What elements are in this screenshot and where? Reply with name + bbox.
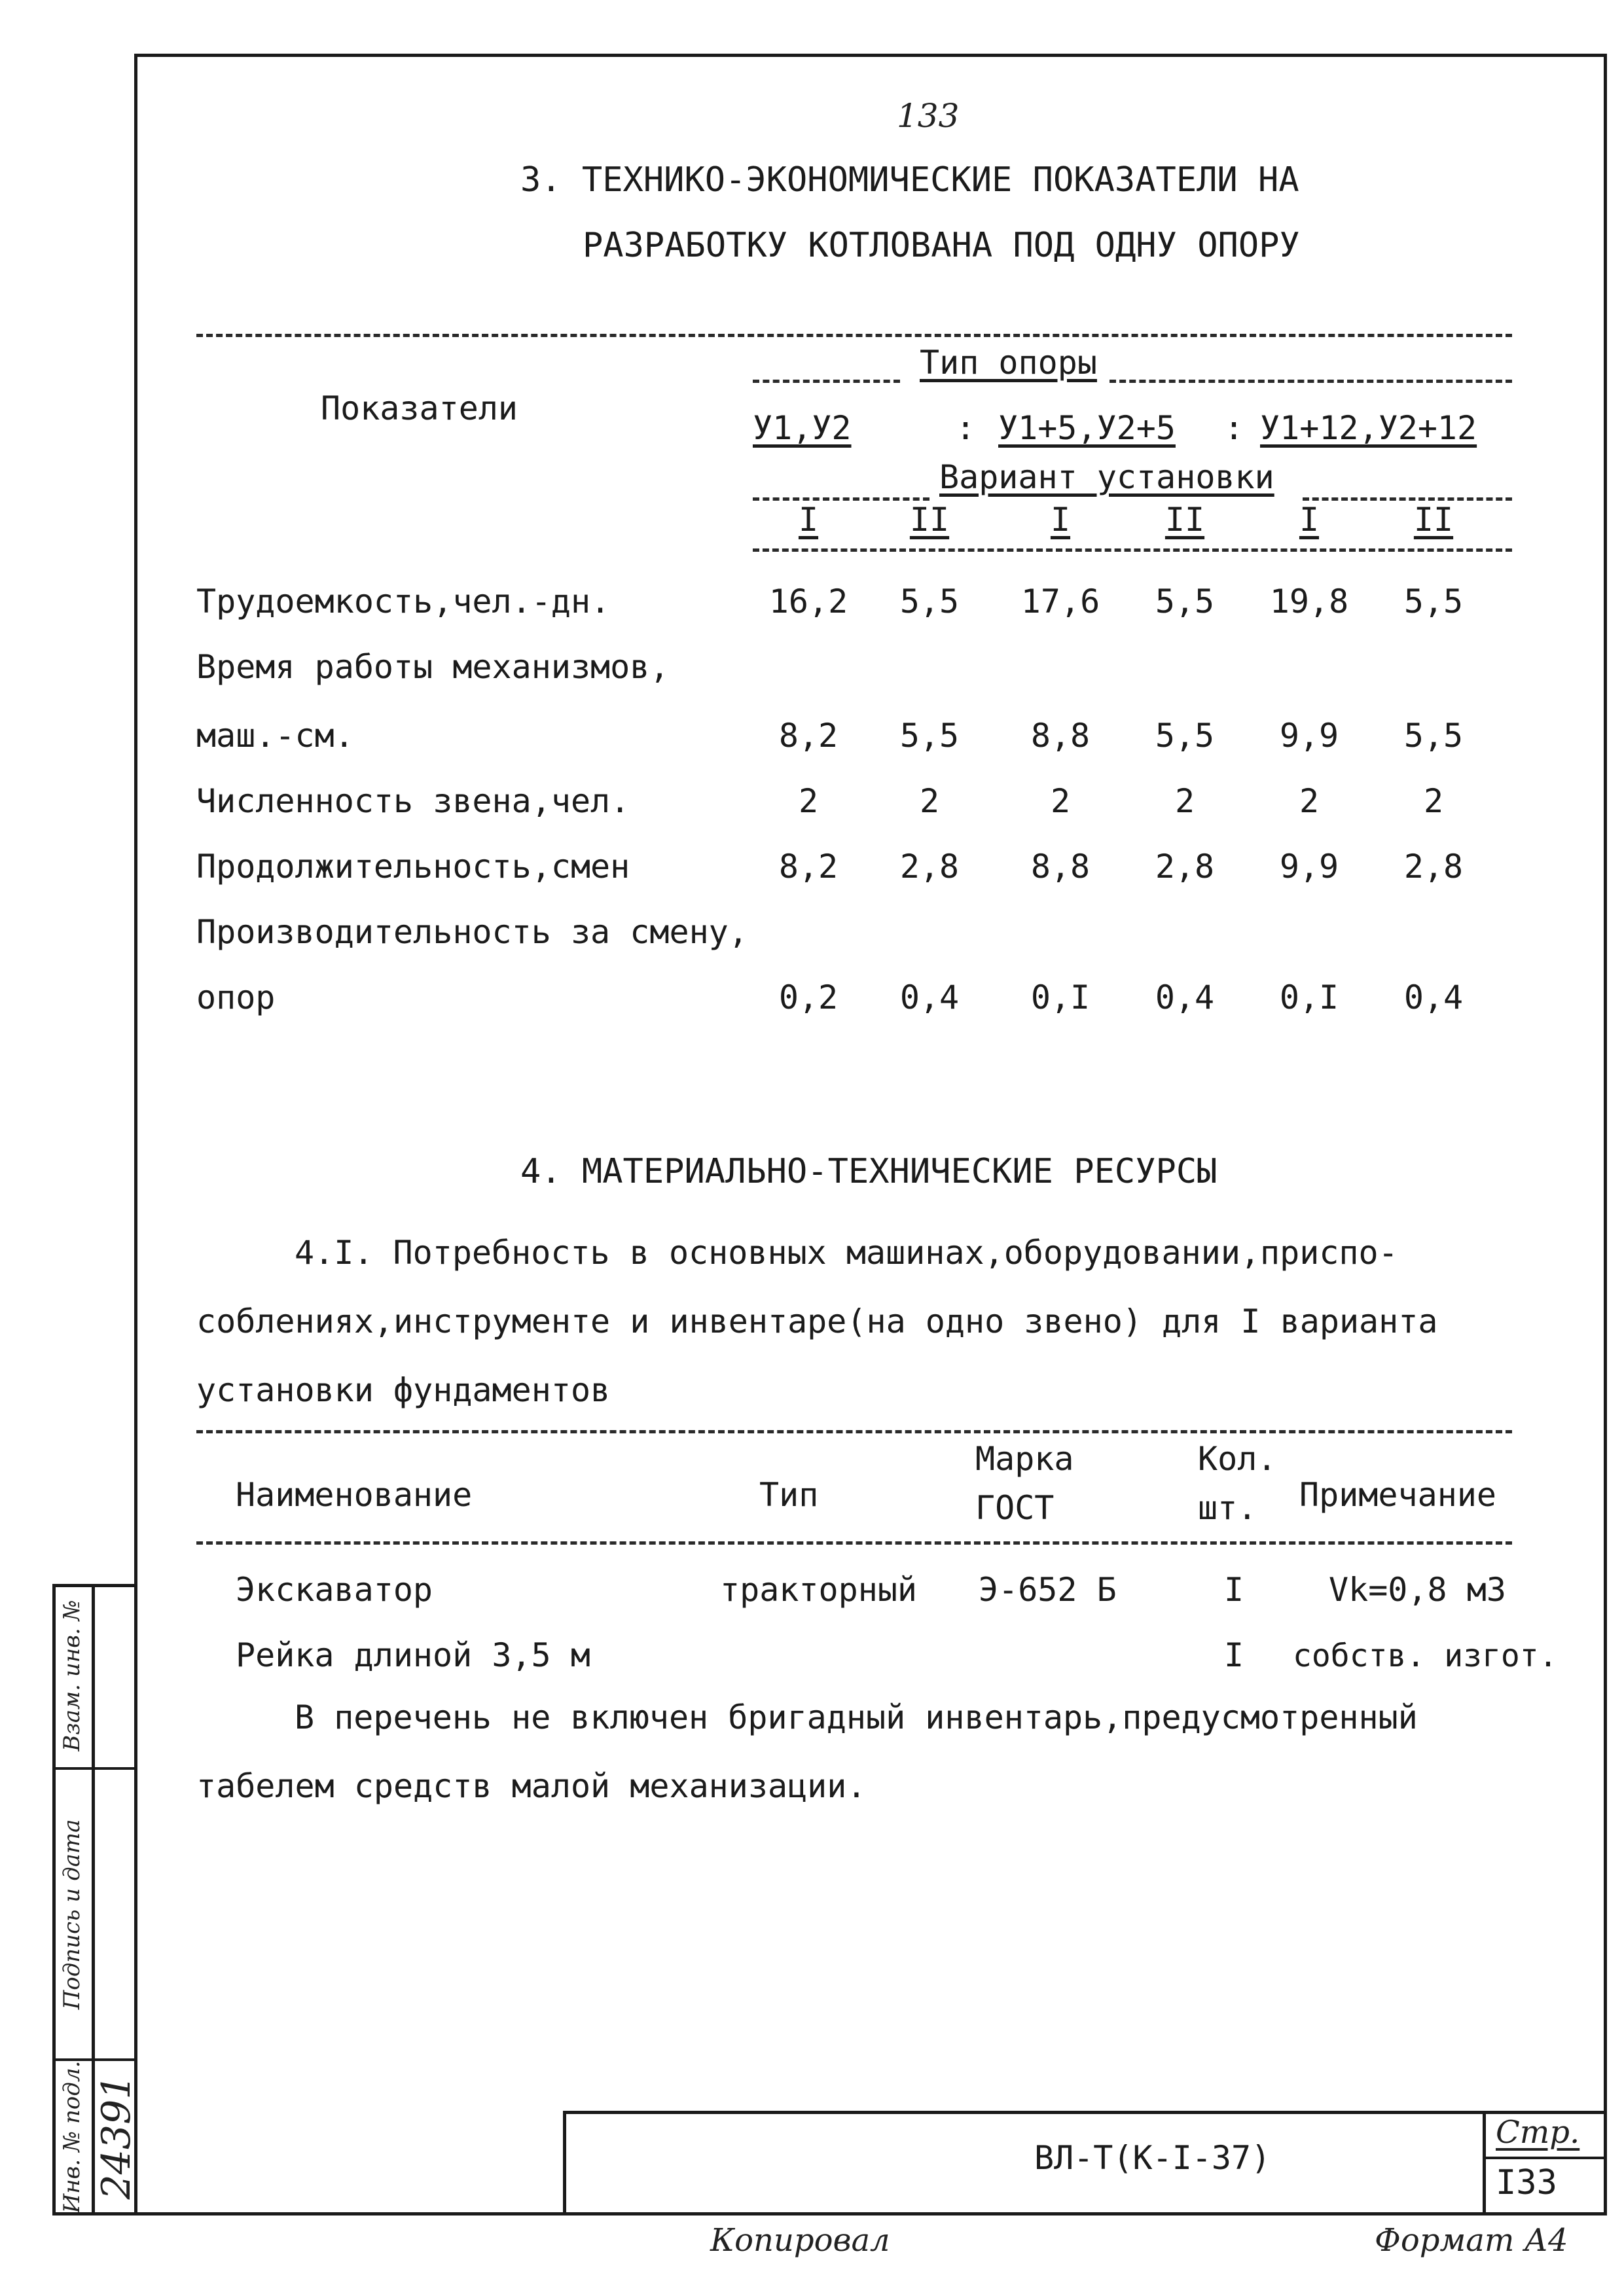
row1-value: 5,5	[1155, 583, 1215, 620]
table2-col-qty-2: шт.	[1198, 1489, 1257, 1527]
row4-value: 2,8	[1155, 848, 1215, 886]
table1-header-support-type: Тип опоры	[920, 344, 1097, 382]
section4-title: 4. МАТЕРИАЛЬНО-ТЕХНИЧЕСКИЕ РЕСУРСЫ	[520, 1152, 1218, 1191]
section4-para-line2: соблениях,инструменте и инвентаре(на одно звено) для I варианта	[196, 1302, 1438, 1340]
row4-value: 2,8	[1403, 848, 1464, 886]
stamp-divider	[1483, 2111, 1486, 2215]
row1-label: Трудоемкость,чел.-дн.	[196, 583, 611, 620]
row2-value: 9,9	[1279, 717, 1339, 755]
table1-header-variant: Вариант установки	[939, 458, 1274, 496]
row2-value: 5,5	[899, 717, 960, 755]
row2-label: Время работы механизмов,	[196, 648, 670, 686]
row4-value: 2,8	[899, 848, 960, 886]
support-type-1: У1,У2	[753, 409, 852, 447]
row1-value: 16,2	[768, 583, 848, 620]
table2-row1-name: Экскаватор	[236, 1571, 433, 1609]
variant-4: II	[1164, 501, 1205, 539]
row3-label: Численность звена,чел.	[196, 782, 630, 820]
row4-value: 9,9	[1279, 848, 1339, 886]
table1-type-rule-right	[1110, 380, 1512, 383]
row2-value: 5,5	[1155, 717, 1215, 755]
note-line2: табелем средств малой механизации.	[196, 1767, 867, 1805]
row5-value: 0,2	[778, 978, 839, 1016]
row4-value: 8,2	[778, 848, 839, 886]
support-type-sep-1: :	[956, 409, 976, 447]
row1-value: 5,5	[899, 583, 960, 620]
variant-2: II	[909, 501, 950, 539]
table2-col-note: Примечание	[1299, 1476, 1497, 1514]
table1-type-rule-left	[753, 380, 900, 383]
row2-value: 8,8	[1030, 717, 1091, 755]
row4-label: Продолжительность,смен	[196, 848, 630, 886]
frame-left	[134, 54, 137, 2214]
table2-row1-type: тракторный	[720, 1571, 918, 1609]
row4-value: 8,8	[1030, 848, 1091, 886]
table2-header-rule	[196, 1541, 1512, 1545]
row2-value: 8,2	[778, 717, 839, 755]
table2-col-name: Наименование	[236, 1476, 473, 1514]
variant-5: I	[1299, 501, 1320, 539]
side-stamp-top	[52, 1584, 137, 1587]
table2-col-mark-1: Марка	[975, 1440, 1074, 1478]
section4-para-line3: установки фундаментов	[196, 1371, 611, 1409]
table2-row2-qty: I	[1224, 1636, 1244, 1674]
frame-top	[134, 54, 1607, 57]
row5-value: 0,4	[1155, 978, 1215, 1016]
row5-label-cont: опор	[196, 978, 276, 1016]
row5-label: Производительность за смену,	[196, 913, 748, 951]
side-stamp-signature-date: Подпись и дата	[59, 1819, 85, 2010]
row1-value: 5,5	[1403, 583, 1464, 620]
footer-format: Формат А4	[1375, 2222, 1568, 2259]
variant-1: I	[798, 501, 819, 539]
section3-title-line1: 3. ТЕХНИКО-ЭКОНОМИЧЕСКИЕ ПОКАЗАТЕЛИ НА	[520, 160, 1299, 200]
stamp-left	[563, 2111, 566, 2215]
table2-col-mark-2: ГОСТ	[975, 1489, 1055, 1527]
row5-value: 0,4	[899, 978, 960, 1016]
page-number-handwritten: 133	[897, 97, 960, 135]
support-type-2: У1+5,У2+5	[998, 409, 1176, 447]
row2-label-cont: маш.-см.	[196, 717, 354, 755]
stamp-page-number: I33	[1496, 2163, 1557, 2202]
stamp-top	[563, 2111, 1607, 2114]
table2-top-rule	[196, 1430, 1512, 1433]
table1-top-rule	[196, 334, 1512, 337]
row1-value: 17,6	[1020, 583, 1100, 620]
side-stamp-inv-orig: Инв. № подл.	[59, 2060, 85, 2214]
table1-header-bottom-rule	[753, 548, 1512, 552]
stamp-page-label: Стр.	[1496, 2114, 1580, 2151]
footer-copied: Копировал	[710, 2222, 890, 2259]
row3-value: 2	[1299, 782, 1320, 820]
row3-value: 2	[798, 782, 819, 820]
stamp-page-divider	[1483, 2157, 1607, 2159]
row3-value: 2	[1174, 782, 1195, 820]
table2-row1-note: Vk=0,8 м3	[1329, 1571, 1506, 1609]
variant-6: II	[1413, 501, 1454, 539]
side-stamp-inv-replace: Взам. инв. №	[59, 1600, 85, 1751]
table2-col-type: Тип	[759, 1476, 819, 1514]
row1-value: 19,8	[1269, 583, 1349, 620]
row5-value: 0,4	[1403, 978, 1464, 1016]
row3-value: 2	[919, 782, 940, 820]
table1-header-indicators: Показатели	[321, 389, 518, 427]
frame-right	[1604, 54, 1607, 2214]
section4-para-line1: 4.I. Потребность в основных машинах,оборудовании,приспо-	[295, 1234, 1398, 1272]
section3-title-line2: РАЗРАБОТКУ КОТЛОВАНА ПОД ОДНУ ОПОРУ	[583, 226, 1300, 265]
table2-col-qty-1: Кол.	[1198, 1440, 1277, 1478]
support-type-sep-2: :	[1224, 409, 1244, 447]
support-type-3: У1+12,У2+12	[1260, 409, 1477, 447]
side-stamp-div1	[52, 1767, 137, 1770]
row2-value: 5,5	[1403, 717, 1464, 755]
table2-row1-mark: Э-652 Б	[979, 1571, 1117, 1609]
row5-value: 0,I	[1030, 978, 1091, 1016]
stamp-code: ВЛ-Т(К-I-37)	[1034, 2139, 1271, 2177]
row3-value: 2	[1423, 782, 1444, 820]
table2-row1-qty: I	[1224, 1571, 1244, 1609]
side-stamp-inv-value: 24391	[94, 2074, 139, 2200]
row5-value: 0,I	[1279, 978, 1339, 1016]
frame-bottom	[52, 2212, 1607, 2215]
note-line1: В перечень не включен бригадный инвентарь,предусмотренный	[295, 1698, 1418, 1736]
variant-3: I	[1050, 501, 1071, 539]
row3-value: 2	[1050, 782, 1071, 820]
table2-row2-note: собств. изгот.	[1293, 1638, 1558, 1674]
table2-row2-name: Рейка длиной 3,5 м	[236, 1636, 590, 1674]
side-stamp-outer	[52, 1584, 56, 2215]
